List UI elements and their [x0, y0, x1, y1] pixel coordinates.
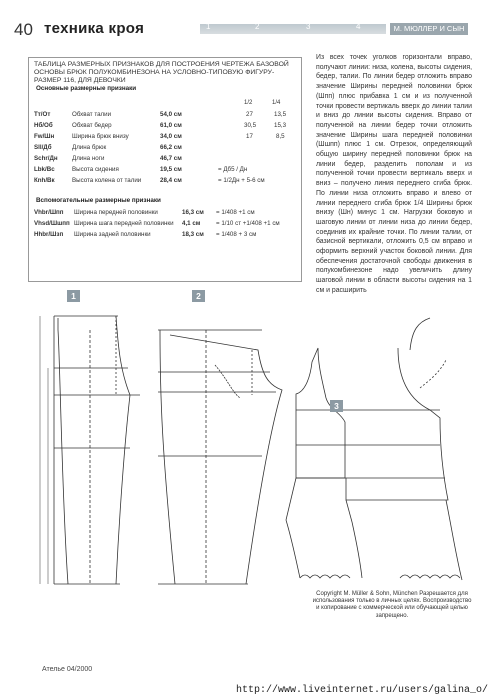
- figure-1-drawing: [40, 316, 140, 584]
- table-row: Нб/Об Обхват бедер 61,0 см 30,5 15,3: [34, 122, 287, 129]
- table-row: Тт/От Обхват талии 54,0 см 27 13,5: [34, 111, 287, 118]
- brand-label: М. МЮЛЛЕР И СЫН: [390, 23, 468, 35]
- page-title: техника кроя: [44, 20, 145, 37]
- table-row: Hhbr/Шзп Ширина задней половинки 18,3 см = 1/408 + 3 см: [34, 231, 257, 238]
- table-row: Schr/Дн Длина ноги 46,7 см: [34, 155, 182, 162]
- figure-2-badge: 2: [192, 290, 205, 302]
- figure-3-drawing: [286, 318, 462, 580]
- figure-1-badge: 1: [67, 290, 80, 302]
- table-row: Fw/Шн Ширина брюк внизу 34,0 см 17 8,5: [34, 133, 285, 140]
- instruction-text: Из всех точек уголков горизонтали вправо, получают линии: низа, колена, высоты сидения, бедер, талии. По линии бедер отложить вправо значение Ширины передней половинки брюк (Шпп) плюс прибавка 1 см и из полученной точки провести вертикаль вверх до линии талии и вниз до линии высоты сидения. Вправо от полученной на линии бедер точки отложить значение Ширины шага передней половинки (Шшпп) плюс 1 см. Отрезок, определяющий общую ширину передней половинки брюк на линии бедер, разделить пополам и из полученной точки провести вертикаль вверх и вниз – получено линия переднего сгиба брюк. По линии низа отложить вправо и влево от линии переднего сгиба брюк 1/4 Ширины брюк внизу (Шн) минус 1 см. Нагрузки боковую и шаговую линии от линии низа до линии бедер, соединив их крайние точки. По линии талии, от базисной вертикали, отложить 0,5 см вправо и оформить верхний участок боковой линии. Для обеспечения достаточной свободы движения в полукомбинезоне надо увеличить длину шаговой линии в области высоты сидения на 1 см и расширить: [316, 54, 472, 294]
- table-caption: ТАБЛИЦА РАЗМЕРНЫХ ПРИЗНАКОВ ДЛЯ ПОСТРОЕНИЯ ЧЕРТЕЖА БАЗОВОЙ ОСНОВЫ БРЮК ПОЛУКОМБИНЕЗОНА НА УСЛОВНО-ТИПОВУЮ ФИГУРУ-РАЗМЕР 116, ДЛЯ ДЕВОЧКИ: [34, 61, 289, 84]
- table-row: Sll/Дб Длина брюк 66,2 см: [34, 144, 182, 151]
- source-url[interactable]: http://www.liveinternet.ru/users/galina_o/: [236, 685, 489, 696]
- aux-heading: Вспомогательные размерные признаки: [36, 197, 161, 204]
- basic-heading: Основные размерные признаки: [36, 85, 137, 92]
- journal-issue: Ателье 04/2000: [42, 666, 93, 673]
- frac-half-header: 1/2: [244, 100, 253, 106]
- figure-3-badge: 3: [330, 400, 343, 412]
- table-row: Lbk/Вс Высота сидения 19,5 см = Дб5 / Дн: [34, 166, 248, 173]
- ruler-mark: 3: [306, 22, 311, 31]
- ruler-mark: 2: [255, 22, 260, 31]
- page-number: 40: [14, 20, 33, 39]
- figure-2-drawing: [158, 330, 282, 584]
- ruler-mark: 4: [356, 22, 361, 31]
- table-row: Vhsd/Шшпп Ширина шага передней половинки 4,1 см = 1/10 ст +1/408 +1 см: [34, 220, 280, 227]
- frac-quarter-header: 1/4: [272, 100, 281, 106]
- table-row: Vhbr/Шпп Ширина передней половинки 16,3 см = 1/408 +1 см: [34, 209, 255, 216]
- copyright-note: Copyright M. Müller & Sohn, München Разрешается для использования только в личных целях. Воспроизводство и копирование с коммерческой или обучающей целью запрещено.: [312, 591, 472, 619]
- ruler-mark: 1: [206, 22, 211, 31]
- table-row: Кnh/Вк Высота колена от талии 28,4 см = 1/2Дн + 5-6 см: [34, 177, 265, 184]
